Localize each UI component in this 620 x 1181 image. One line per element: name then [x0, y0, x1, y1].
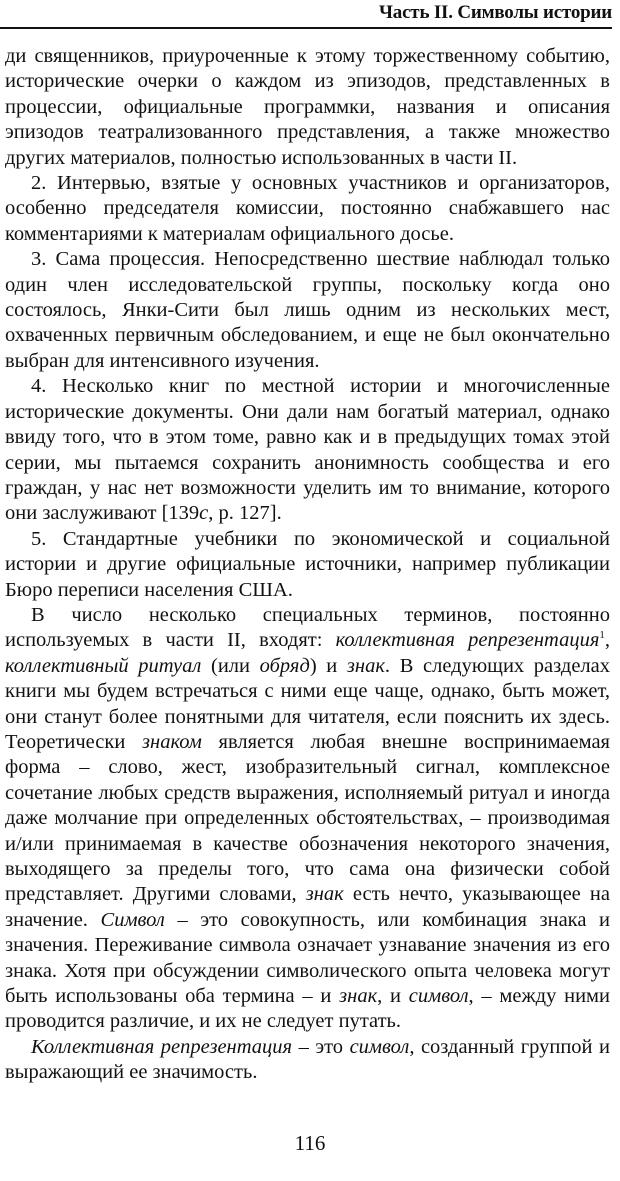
text-run: является любая внешне воспринимаемая форма – слово, жест, изобразительный сигнал, комплексное сочетание любых средств выражения, исполняемый ритуал и иногда даже молчание при определенных обстоятельствах, – производимая и/или принимаемая в качестве обозначения некоторого значения, выходящего за пределы того, что сама она физически собой представляет. Другими словами, [5, 730, 610, 906]
term-symbol: символ [349, 1035, 410, 1058]
text-run: – это совокупность, или комбинация знака и значения. Переживание символа означает узнавание значения из его знака. Хотя при обсуждении символического опыта человека могут быть использованы оба термина – и [5, 908, 610, 1008]
paragraph-item-4-text: 4. Несколько книг по местной истории и многочисленные исторические документы. Они дали нам богатый материал, однако ввиду того, что в этом томе, равно как и в предыдущих томах этой серии, мы пытаемся сохранить анонимность сообщества и его граждан, у нас нет возможности уделить им то внимание, которого они заслуживают [139 [5, 375, 610, 525]
term-collective-ritual: коллективный ритуал [5, 654, 202, 677]
paragraph-item-2: 2. Интервью, взятые у основных участников и организаторов, особенно председателя комиссии, постоянно снабжавшего нас комментариями к материалам официального досье. [5, 172, 610, 245]
paragraph-item-5: 5. Стандартные учебники по экономической и социальной истории и другие официальные источники, например публикации Бюро переписи населения США. [5, 527, 610, 601]
text-run: – это [292, 1035, 350, 1058]
text-run: есть нечто, указывающее на значение. [5, 883, 610, 931]
paragraph-continuation: ди священников, приуроченные к этому торжественному событию, исторические очерки о каждом из эпизодов, представленных в процессии, официальные программки, названия и описания эпизодов театрализованного представления, а также множество других материалов, полностью использованных в части II. [5, 45, 610, 169]
term-collective-representation: коллективная репрезентация [335, 629, 600, 652]
term-sign-instrumental: знаком [142, 730, 202, 753]
citation-page: , p. 127]. [208, 502, 282, 525]
paragraph-definition [5, 1035, 610, 1086]
page-number: 116 [294, 1131, 326, 1155]
running-head: Часть II. Символы истории [379, 2, 612, 23]
body-text [5, 44, 610, 1086]
paragraph-item-4 [5, 374, 610, 526]
text-run: , [604, 629, 610, 652]
header-rule [0, 27, 612, 29]
text-run: , и [377, 985, 409, 1008]
citation-letter: c [199, 502, 209, 525]
text-run: . В следующих разделах книги мы будем встречаться с ними еще чаще, однако, быть может, они станут более понятными для читателя, если пояснить их здесь. Теоретически [5, 654, 610, 753]
text-run: , – между ними проводится различие, и их не следует путать. [5, 985, 610, 1033]
term-sign: знак [339, 985, 378, 1008]
paragraph-item-3: 3. Сама процессия. Непосредственно шествие наблюдал только один член исследовательской группы, поскольку когда оно состоялось, Янки-Сити был лишь одним из нескольких мест, охваченных первичным обследованием, и еще не был окончательно выбран для интенсивного изучения. [5, 248, 610, 372]
term-sign: знак [346, 654, 385, 677]
term-collective-representation: Коллективная репрезентация [31, 1035, 293, 1058]
paragraph-terms [5, 603, 610, 1035]
term-sign: знак [305, 883, 344, 906]
text-run: (или [201, 654, 260, 677]
term-rite: обряд [259, 654, 310, 677]
text-run: , созданный группой и выражающий ее значимость. [5, 1035, 610, 1084]
term-symbol: символ [408, 985, 469, 1008]
term-symbol: Символ [100, 908, 165, 931]
text-run: ) и [309, 654, 347, 677]
footnote-marker: 1 [599, 629, 605, 642]
text-run: В число несколько специальных терминов, постоянно используемых в части II, входят: [5, 603, 610, 652]
